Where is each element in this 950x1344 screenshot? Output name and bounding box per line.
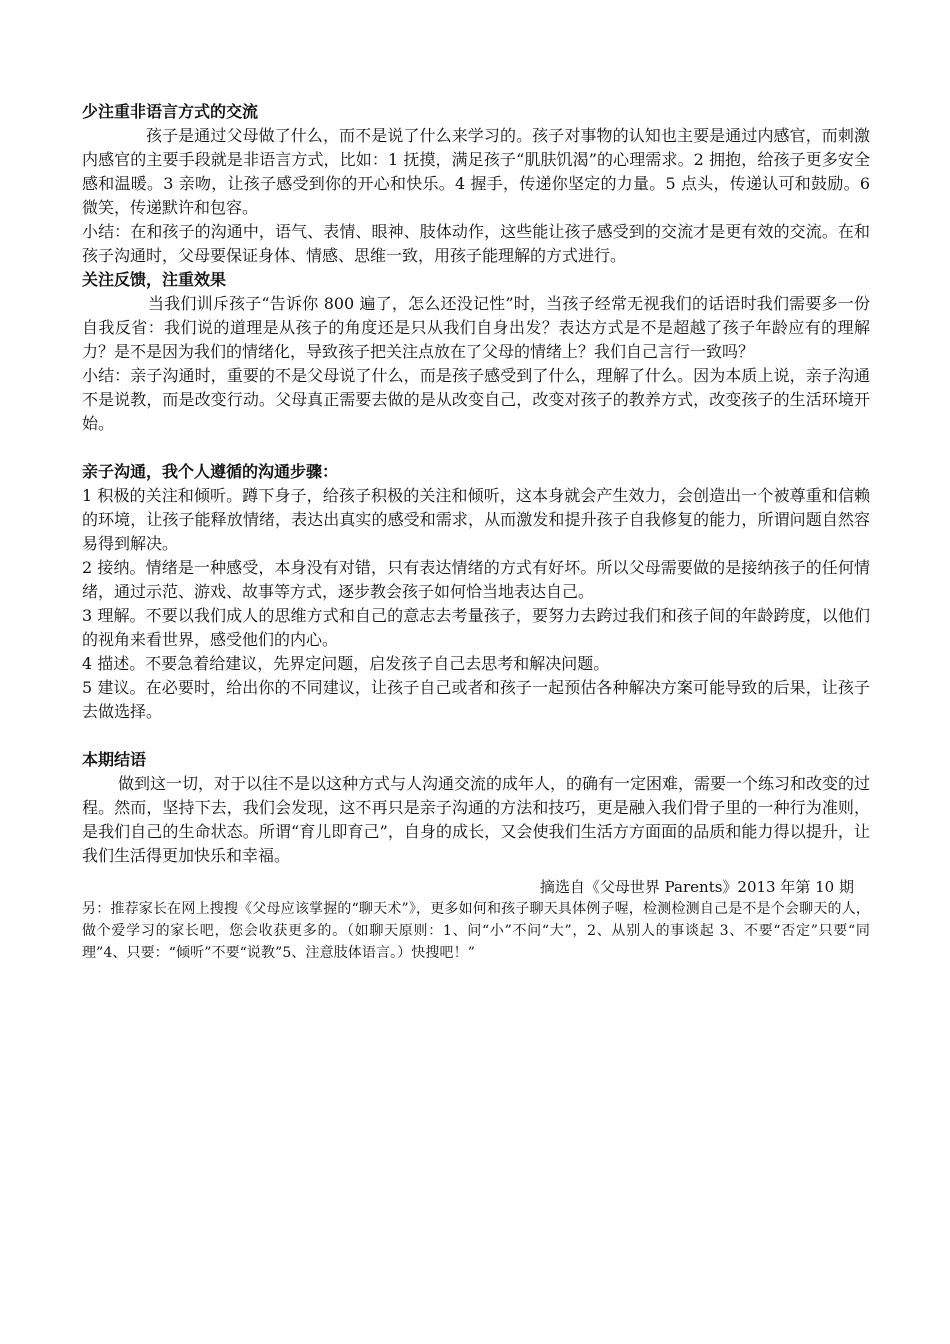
summary-paragraph: 小结：在和孩子的沟通中，语气、表情、眼神、肢体动作，这些能让孩子感受到的交流才是更有效的交流。在和孩子沟通时，父母要保证身体、情感、思维一致，用孩子能理解的方式进行。	[82, 222, 870, 265]
recommendation-note: 另：推荐家长在网上搜搜《父母应该掌握的“聊天术”》，更多如何和孩子聊天具体例子喔，检测检测自己是不是个会聊天的人，做个爱学习的家长吧，您会收获更多的。（如聊天原则：1、问“小”不问“大”，2、从别人的事谈起 3、不要“否定”只要“同理”4、只要：“倾听”不要“说教”5、注意肢体语言。）快搜吧！”	[82, 901, 870, 961]
spacer	[82, 724, 870, 748]
section-heading: 亲子沟通，我个人遵循的沟通步骤：	[82, 462, 339, 481]
body-paragraph: 孩子是通过父母做了什么，而不是说了什么来学习的。孩子对事物的认知也主要是通过内感官，而刺激内感官的主要手段就是非语言方式，比如：1 抚摸，满足孩子“肌肤饥渴”的心理需求。2 拥抱，给孩子更多安全感和温暖。3 亲吻，让孩子感受到你的开心和快乐。4 握手，传递你坚定的力量。5 点头，传递认可和鼓励。6 微笑，传递默许和包容。	[82, 126, 870, 217]
body-paragraph: 当我们训斥孩子“告诉你 800 遍了，怎么还没记性”时，当孩子经常无视我们的话语时我们需要多一份自我反省：我们说的道理是从孩子的角度还是只从我们自身出发？表达方式是不是超越了孩子年龄应有的理解力？是不是因为我们的情绪化，导致孩子把关注点放在了父母的情绪上？我们自己言行一致吗？	[82, 294, 870, 361]
conclusion-paragraph: 做到这一切，对于以往不是以这种方式与人沟通交流的成年人，的确有一定困难，需要一个练习和改变的过程。然而，坚持下去，我们会发现，这不再只是亲子沟通的方法和技巧，更是融入我们骨子里的一种行为准则，是我们自己的生命状态。所谓“育儿即育己”，自身的成长，又会使我们生活方方面面的品质和能力得以提升，让我们生活得更加快乐和幸福。	[82, 774, 871, 865]
step-item: 5 建议。在必要时，给出你的不同建议，让孩子自己或者和孩子一起预估各种解决方案可能导致的后果，让孩子去做选择。	[82, 678, 870, 721]
summary-paragraph: 小结：亲子沟通时，重要的不是父母说了什么，而是孩子感受到了什么，理解了什么。因为本质上说，亲子沟通不是说教，而是改变行动。父母真正需要去做的是从改变自己，改变对孩子的教养方式，改变孩子的生活环境开始。	[82, 366, 870, 433]
step-item: 1 积极的关注和倾听。蹲下身子，给孩子积极的关注和倾听，这本身就会产生效力，会创造出一个被尊重和信赖的环境，让孩子能释放情绪，表达出真实的感受和需求，从而激发和提升孩子自我修复的能力，所谓问题自然容易得到解决。	[82, 486, 870, 553]
step-item: 3 理解。不要以我们成人的思维方式和自己的意志去考量孩子，要努力去跨过我们和孩子间的年龄跨度，以他们的视角来看世界，感受他们的内心。	[82, 606, 870, 649]
section-heading: 少注重非语言方式的交流	[82, 102, 259, 121]
spacer	[82, 436, 870, 460]
source-citation: 摘选自《父母世界 Parents》2013 年第 10 期	[539, 878, 854, 896]
section-heading: 本期结语	[82, 750, 147, 769]
step-item: 2 接纳。情绪是一种感受，本身没有对错，只有表达情绪的方式有好坏。所以父母需要做的是接纳孩子的任何情绪，通过示范、游戏、故事等方式，逐步教会孩子如何恰当地表达自己。	[82, 558, 870, 601]
section-heading: 关注反馈，注重效果	[82, 270, 227, 289]
document-page	[82, 100, 870, 964]
step-item: 4 描述。不要急着给建议，先界定问题，启发孩子自己去思考和解决问题。	[82, 654, 610, 673]
